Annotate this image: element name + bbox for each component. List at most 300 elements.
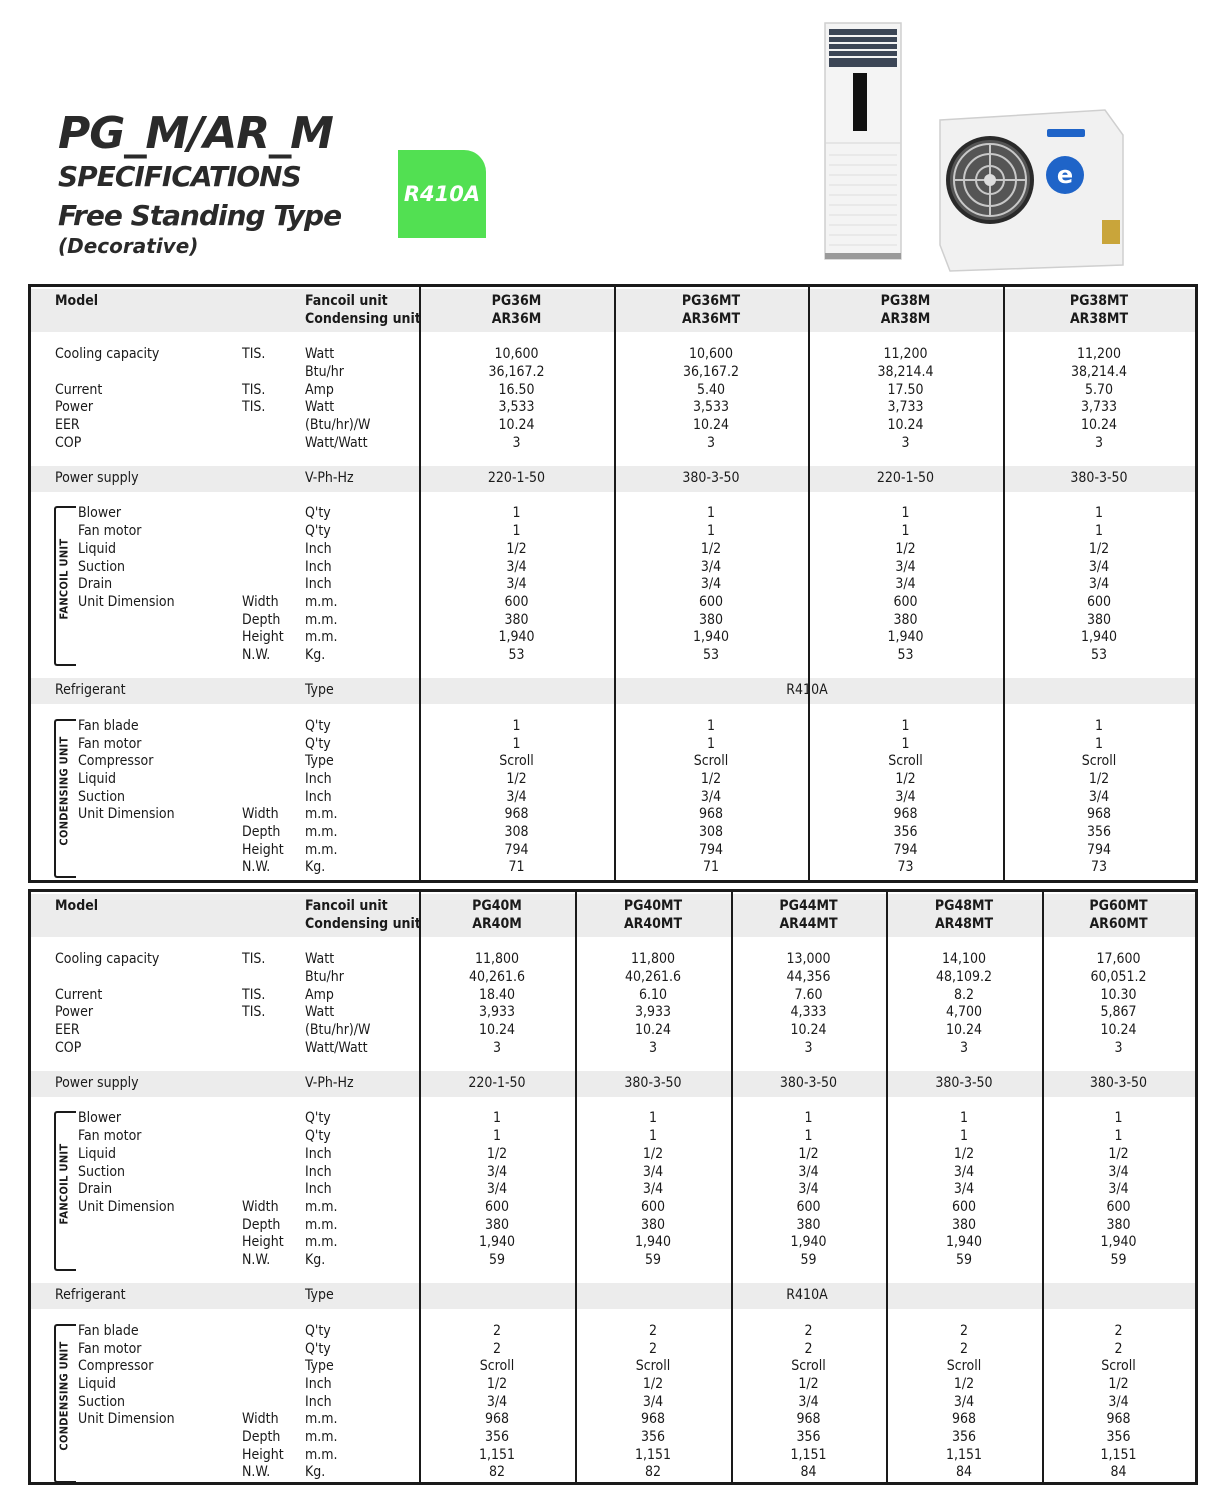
spec-value: 794 [1086,841,1112,858]
spec-value: 1 [706,505,715,522]
spec-value: 3/4 [895,788,916,805]
spec-value: 3/4 [953,1163,975,1180]
spec-value: 1 [901,505,910,522]
spec-value: 968 [893,806,918,823]
spec-value: 3/4 [798,1181,819,1198]
row-unit: Watt [305,1004,335,1021]
page-subtitle-type: Free Standing Type [58,199,342,232]
row-unit: m.m. [305,1429,338,1445]
spec-value: 380 [1086,611,1112,628]
spec-value: 380 [893,611,918,628]
spec-value: 794 [698,841,724,858]
spec-value: 1,151 [478,1446,516,1463]
spec-value: 1 [706,717,715,734]
spec-value: 4,700 [945,1004,983,1021]
row-label: Fan motor [78,1128,142,1145]
row-qualifier: N.W. [242,1252,271,1268]
row-label: Current [55,986,103,1003]
spec-value: 1 [1094,717,1103,734]
spec-value: 380 [796,1216,821,1233]
spec-value: 1/2 [700,540,722,557]
row-label: EER [55,416,80,433]
svg-text:e: e [1056,161,1074,189]
spec-value: 2 [492,1322,501,1339]
spec-value: 3/4 [700,576,722,593]
spec-value: 3 [959,1039,968,1056]
row-qualifier: N.W. [242,859,271,876]
spec-value: 356 [640,1429,666,1445]
spec-value: 10.24 [887,416,924,433]
spec-value: 1/2 [506,540,527,557]
spec-value: 48,109.2 [935,968,993,985]
spec-value: 60,051.2 [1090,968,1147,985]
row-unit: Inch [305,540,332,557]
spec-value: 40,261.6 [624,968,682,985]
row-unit: m.m. [305,1411,338,1428]
row-label: Drain [78,1181,113,1198]
row-unit: Q'ty [305,523,331,540]
spec-value: Scroll [1101,1358,1136,1375]
row-unit: Type [305,1287,334,1304]
page-title: PG_M/AR_M [58,108,333,159]
row-unit: (Btu/hr)/W [305,416,371,433]
row-unit: Condensing unit [305,310,421,327]
row-qualifier: Width [242,806,279,823]
spec-value: 3/4 [895,558,916,575]
row-unit: Kg. [305,859,326,876]
spec-value: 3/4 [798,1163,819,1180]
spec-value: 3/4 [486,1181,508,1198]
spec-value: Scroll [693,753,729,770]
model-code-fancoil: PG48MT [934,898,994,914]
row-label: Power [55,1004,94,1021]
spec-value: 59 [488,1252,506,1268]
spec-value: 10.24 [692,416,730,433]
spec-value: 53 [508,647,525,663]
row-label: Suction [78,1163,126,1180]
spec-value: 380-3-50 [779,1075,838,1091]
model-code-condensing: AR40MT [623,915,683,932]
row-qualifier: Height [242,629,284,646]
spec-value: 356 [1086,824,1112,840]
spec-value: 53 [702,647,720,663]
spec-value: 1/2 [895,540,916,557]
spec-value: 8.2 [953,986,975,1003]
row-qualifier: TIS. [242,951,266,968]
spec-value: 1/2 [700,770,722,787]
spec-value: 11,200 [883,346,928,363]
spec-value: 308 [504,824,529,840]
spec-value: 1/2 [1108,1145,1129,1162]
spec-value: 1 [706,735,715,752]
spec-value: 1 [492,1110,501,1127]
row-label: Refrigerant [55,682,126,699]
row-unit: m.m. [305,611,338,628]
spec-value: 1 [901,523,910,540]
spec-value: 2 [648,1340,657,1357]
spec-value: 1 [901,735,910,752]
row-label: Model [55,293,99,309]
row-label: EER [55,1021,80,1038]
row-unit: V-Ph-Hz [305,1075,354,1091]
row-unit: Watt/Watt [305,434,368,451]
spec-value: 3 [901,434,910,451]
row-unit: Q'ty [305,1322,331,1339]
spec-value: 1 [512,505,521,522]
spec-value: 600 [504,593,529,610]
spec-table-1 [28,284,1198,883]
spec-value: 36,167.2 [488,363,545,380]
row-unit: m.m. [305,1446,338,1463]
product-image [815,15,1145,275]
spec-value: 3/4 [700,788,722,805]
row-qualifier: Height [242,841,284,858]
fancoil-section-label: FANCOIL UNIT [57,538,71,620]
spec-value: 1 [804,1128,813,1145]
spec-value: 968 [504,806,529,823]
spec-value: Scroll [635,1358,671,1375]
spec-value: 1 [1094,523,1103,540]
spec-value: 356 [951,1429,977,1445]
row-unit: Amp [305,986,334,1003]
spec-value: 2 [959,1340,968,1357]
spec-value: 3/4 [642,1163,664,1180]
spec-value: 10,600 [688,346,734,363]
model-code-fancoil: PG36MT [681,293,741,309]
row-unit: Inch [305,770,332,787]
page-subtitle-variant: (Decorative) [58,234,199,258]
row-qualifier: Depth [242,611,281,628]
spec-value: 10.24 [1100,1021,1137,1038]
spec-value: 53 [897,647,914,663]
spec-value: 1,940 [1100,1234,1137,1251]
row-unit: m.m. [305,1216,338,1233]
spec-value: 13,000 [786,951,831,968]
row-label: Liquid [78,1375,116,1392]
spec-value: 59 [800,1252,817,1268]
spec-value: 3 [1114,1039,1123,1056]
spec-value: 1,940 [790,1234,827,1251]
spec-value: 17.50 [887,381,924,398]
spec-value: 4,333 [790,1004,827,1021]
model-code-condensing: AR36MT [681,310,741,327]
spec-value: 600 [951,1198,977,1215]
row-unit: Type [305,1358,334,1375]
spec-value: 3,533 [498,399,535,416]
spec-value: 5,867 [1100,1004,1137,1021]
row-label: Power supply [55,1075,139,1091]
spec-value: 2 [648,1322,657,1339]
row-unit: m.m. [305,629,338,646]
spec-value: 968 [796,1411,821,1428]
spec-value: 1 [648,1110,657,1127]
spec-value: 3/4 [642,1181,664,1198]
row-unit: Watt/Watt [305,1039,368,1056]
row-qualifier: Width [242,593,279,610]
spec-value: 2 [804,1340,813,1357]
spec-value: 3 [804,1039,813,1056]
row-label: Unit Dimension [78,1411,175,1428]
spec-value: 11,200 [1076,346,1122,363]
spec-value: 73 [897,859,914,876]
spec-value: 6.10 [638,986,668,1003]
refrigerant-value: R410A [786,1287,828,1304]
spec-value: 3/4 [953,1393,975,1410]
spec-value: 1 [648,1128,657,1145]
row-label: Suction [78,788,126,805]
spec-value: 1 [959,1128,968,1145]
model-code-condensing: AR60MT [1089,915,1148,932]
spec-value: 59 [955,1252,973,1268]
spec-table-2 [28,889,1198,1485]
spec-value: 1 [512,523,521,540]
spec-value: 380 [951,1216,977,1233]
spec-value: 600 [484,1198,510,1215]
spec-value: 380-3-50 [682,470,740,486]
row-label: Liquid [78,540,116,557]
spec-value: 380 [504,611,529,628]
spec-value: 968 [484,1411,510,1428]
spec-value: 10.24 [478,1021,516,1038]
spec-value: 7.60 [794,986,823,1003]
row-qualifier: TIS. [242,986,266,1003]
spec-value: 794 [893,841,918,858]
spec-value: 308 [698,824,724,840]
row-label: Unit Dimension [78,593,175,610]
row-unit: Inch [305,576,332,593]
row-label: Blower [78,1110,122,1127]
spec-value: 1 [804,1110,813,1127]
row-label: Suction [78,558,126,575]
row-unit: Fancoil unit [305,898,388,914]
spec-value: 3/4 [486,1163,508,1180]
row-label: Liquid [78,770,116,787]
spec-value: 84 [800,1464,817,1481]
row-unit: Amp [305,381,334,398]
row-label: Cooling capacity [55,346,160,363]
spec-value: 220-1-50 [876,470,935,486]
row-unit: Watt [305,951,335,968]
spec-value: 968 [1106,1411,1131,1428]
model-code-fancoil: PG40MT [623,898,683,914]
spec-value: 968 [951,1411,977,1428]
spec-value: 1 [512,717,521,734]
row-unit: (Btu/hr)/W [305,1021,371,1038]
spec-value: Scroll [1081,753,1117,770]
spec-value: 356 [484,1429,510,1445]
spec-value: 14,100 [941,951,987,968]
row-unit: V-Ph-Hz [305,470,354,486]
row-unit: Kg. [305,1252,326,1268]
spec-value: 38,214.4 [877,363,934,380]
row-unit: Q'ty [305,717,331,734]
row-unit: Q'ty [305,735,331,752]
spec-value: 380 [698,611,724,628]
row-unit: Kg. [305,647,326,663]
model-code-fancoil: PG44MT [779,898,838,914]
spec-value: 59 [644,1252,662,1268]
row-qualifier: N.W. [242,647,271,663]
row-unit: m.m. [305,1198,338,1215]
spec-value: 53 [1090,647,1108,663]
spec-value: 3/4 [1088,576,1110,593]
spec-value: 3/4 [798,1393,819,1410]
spec-value: 3/4 [953,1181,975,1198]
spec-value: 3/4 [506,788,527,805]
spec-value: 380-3-50 [1089,1075,1148,1091]
spec-value: 71 [508,859,525,876]
spec-value: 84 [1110,1464,1127,1481]
row-qualifier: Depth [242,1429,281,1445]
row-label: Drain [78,576,113,593]
spec-value: 380-3-50 [935,1075,993,1091]
spec-value: 3/4 [642,1393,664,1410]
spec-value: 1 [1094,735,1103,752]
spec-value: 600 [1106,1198,1131,1215]
row-label: Unit Dimension [78,1198,175,1215]
row-unit: Type [305,753,334,770]
spec-value: 82 [488,1464,506,1481]
spec-value: 1,151 [945,1446,983,1463]
spec-value: Scroll [791,1358,826,1375]
spec-value: 10.30 [1100,986,1137,1003]
spec-value: 1,151 [634,1446,672,1463]
row-unit: Condensing unit [305,915,421,932]
spec-value: 36,167.2 [682,363,740,380]
spec-value: 380 [484,1216,510,1233]
spec-value: 1/2 [1088,770,1110,787]
spec-value: 3,733 [887,399,924,416]
model-code-fancoil: PG38M [880,293,931,309]
free-standing-unit-icon [825,23,901,259]
spec-value: 18.40 [478,986,516,1003]
row-label: Compressor [78,1358,154,1375]
row-label: Fan motor [78,523,142,540]
spec-value: 1/2 [895,770,916,787]
spec-value: Scroll [499,753,534,770]
spec-value: 3/4 [486,1393,508,1410]
spec-value: 1/2 [798,1145,819,1162]
row-unit: m.m. [305,841,338,858]
row-qualifier: TIS. [242,399,266,416]
spec-value: 3 [512,434,521,451]
spec-value: 380-3-50 [1070,470,1128,486]
spec-value: 220-1-50 [468,1075,526,1091]
row-qualifier: Depth [242,824,281,840]
spec-value: 44,356 [786,968,831,985]
row-qualifier: TIS. [242,346,266,363]
spec-value: 3,933 [478,1004,516,1021]
spec-value: 968 [1086,806,1112,823]
row-qualifier: Height [242,1234,284,1251]
spec-value: 10.24 [498,416,535,433]
row-qualifier: TIS. [242,381,266,398]
spec-value: 5.70 [1084,381,1114,398]
spec-value: 82 [644,1464,662,1481]
row-unit: m.m. [305,824,338,840]
spec-value: 10.24 [634,1021,672,1038]
spec-value: 1 [706,523,715,540]
spec-value: Scroll [888,753,923,770]
model-code-fancoil: PG60MT [1089,898,1148,914]
spec-value: 2 [1114,1322,1123,1339]
row-unit: Inch [305,1145,332,1162]
spec-value: 1 [1114,1128,1123,1145]
spec-value: 38,214.4 [1070,363,1128,380]
spec-value: 600 [796,1198,821,1215]
row-label: Liquid [78,1145,116,1162]
spec-value: 3/4 [1108,1393,1129,1410]
spec-value: 1 [959,1110,968,1127]
spec-value: 3/4 [506,558,527,575]
row-unit: Q'ty [305,1128,331,1145]
row-unit: m.m. [305,806,338,823]
spec-value: 600 [893,593,918,610]
spec-value: 380 [1106,1216,1131,1233]
spec-value: 40,261.6 [468,968,526,985]
spec-value: 1/2 [486,1375,508,1392]
model-code-fancoil: PG36M [491,293,542,309]
spec-value: 600 [1086,593,1112,610]
row-label: Refrigerant [55,1287,126,1304]
model-code-condensing: AR38MT [1069,310,1129,327]
model-code-condensing: AR48MT [934,915,994,932]
row-qualifier: N.W. [242,1464,271,1481]
spec-value: 1/2 [1088,540,1110,557]
row-unit: Q'ty [305,1340,331,1357]
condensing-unit-icon [940,110,1123,271]
spec-value: 356 [1106,1429,1131,1445]
row-label: Power supply [55,470,139,486]
row-unit: Btu/hr [305,968,344,985]
model-code-fancoil: PG40M [472,898,522,914]
model-code-condensing: AR44MT [779,915,838,932]
spec-value: 1,940 [1080,629,1118,646]
row-unit: Watt [305,346,335,363]
row-label: Model [55,898,99,914]
spec-value: 1,940 [887,629,924,646]
spec-value: 1/2 [953,1375,975,1392]
spec-value: 10.24 [945,1021,983,1038]
spec-value: 3/4 [1088,788,1110,805]
model-code-fancoil: PG38MT [1069,293,1129,309]
spec-value: 1/2 [642,1145,664,1162]
row-label: Suction [78,1393,126,1410]
row-label: COP [55,434,82,451]
spec-value: 3 [492,1039,501,1056]
spec-value: 1 [1094,505,1103,522]
spec-value: 10.24 [1080,416,1118,433]
spec-value: 380-3-50 [624,1075,682,1091]
row-label: COP [55,1039,82,1056]
row-unit: Inch [305,558,332,575]
spec-value: 3/4 [506,576,527,593]
spec-value: 1/2 [1108,1375,1129,1392]
spec-value: 2 [1114,1340,1123,1357]
spec-value: 1,940 [498,629,535,646]
row-qualifier: Width [242,1411,279,1428]
spec-value: 1/2 [798,1375,819,1392]
fancoil-section-label: FANCOIL UNIT [57,1143,71,1225]
spec-value: 1 [512,735,521,752]
spec-value: 16.50 [498,381,535,398]
row-qualifier: Width [242,1198,279,1215]
spec-value: 71 [702,859,720,876]
spec-value: 10.24 [790,1021,827,1038]
row-unit: Q'ty [305,505,331,522]
spec-value: 3,533 [692,399,730,416]
row-unit: Inch [305,1181,332,1198]
